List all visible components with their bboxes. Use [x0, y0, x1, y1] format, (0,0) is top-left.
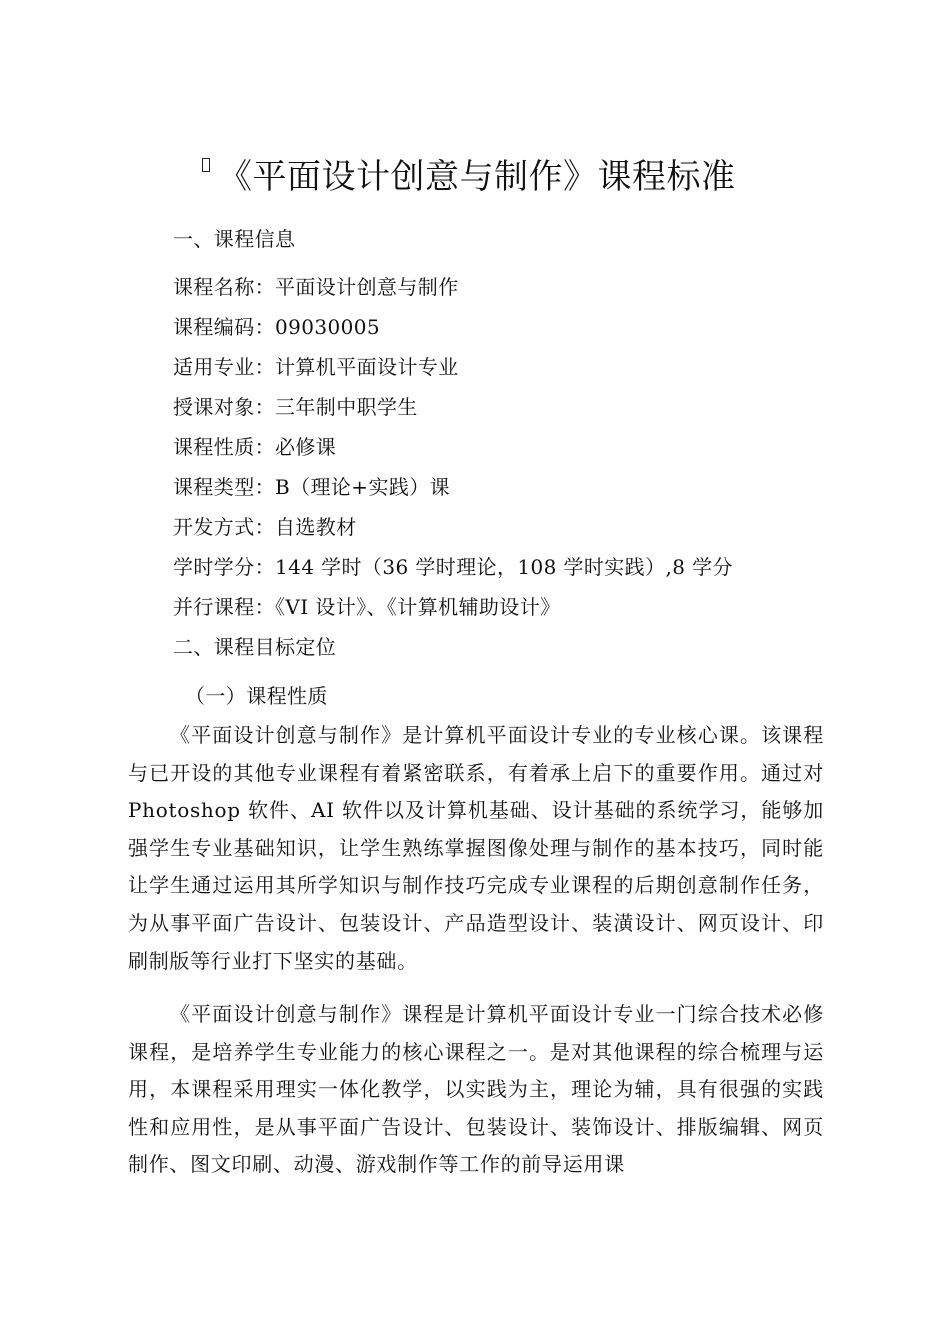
info-label: 课程性质：: [173, 435, 275, 459]
section-heading-course-goals: 二、课程目标定位: [173, 635, 337, 659]
document-title: 《平面设计创意与制作》课程标准: [218, 156, 736, 197]
subsection-heading-course-nature: （一）课程性质: [185, 684, 328, 708]
info-value: B（理论+实践）课: [275, 475, 451, 499]
body-paragraph: 《平面设计创意与制作》课程是计算机平面设计专业一门综合技术必修课程，是培养学生专业能力的核心课程之一。是对其他课程的综合梳理与运用，本课程采用理实一体化教学，以实践为主，理论为辅，具有很强的实践性和应用性，是从事平面广告设计、包装设计、装饰设计、排版编辑、网页制作、图文印刷、动漫、游戏制作等工作的前导运用课: [128, 1002, 824, 1177]
info-value: 必修课: [275, 435, 337, 459]
info-value: 09030005: [275, 315, 380, 339]
missing-glyph-box-icon: [202, 158, 210, 172]
info-value: 《VI 设计》、《计算机辅助设计》: [275, 595, 561, 619]
info-row-audience: [173, 393, 418, 421]
info-label: 开发方式：: [173, 515, 275, 539]
info-value: 自选教材: [275, 515, 357, 539]
info-label: 课程名称：: [173, 275, 275, 299]
info-label: 学时学分：: [173, 555, 275, 579]
body-paragraph: 《平面设计创意与制作》是计算机平面设计专业的专业核心课。该课程与已开设的其他专业课程有着紧密联系，有着承上启下的重要作用。通过对 Photoshop 软件、AI 软件以及计算机基础、设计基础的系统学习，能够加强学生专业基础知识，让学生熟练掌握图像处理与制作的基本技巧，同时能让学生通过运用其所学知识与制作技巧完成专业课程的后期创意制作任务，为从事平面广告设计、包装设计、产品造型设计、装潢设计、网页设计、印刷制版等行业打下坚实的基础。: [128, 723, 824, 973]
info-value: 计算机平面设计专业: [275, 355, 459, 379]
info-row-course-nature: [173, 433, 336, 461]
info-row-hours-credits: [173, 553, 733, 581]
info-label: 课程编码：: [173, 315, 275, 339]
info-label: 授课对象：: [173, 395, 275, 419]
info-row-parallel-courses: [173, 593, 561, 621]
info-row-course-name: [173, 273, 459, 301]
info-row-course-code: [173, 313, 380, 341]
info-value: 144 学时（36 学时理论，108 学时实践）,8 学分: [275, 555, 733, 579]
info-label: 并行课程：: [173, 595, 275, 619]
info-row-course-type: [173, 473, 450, 501]
info-row-development-method: [173, 513, 357, 541]
info-label: 适用专业：: [173, 355, 275, 379]
info-label: 课程类型：: [173, 475, 275, 499]
info-value: 三年制中职学生: [275, 395, 418, 419]
section-heading-course-info: 一、课程信息: [173, 227, 296, 251]
info-value: 平面设计创意与制作: [275, 275, 459, 299]
info-row-major: [173, 353, 459, 381]
